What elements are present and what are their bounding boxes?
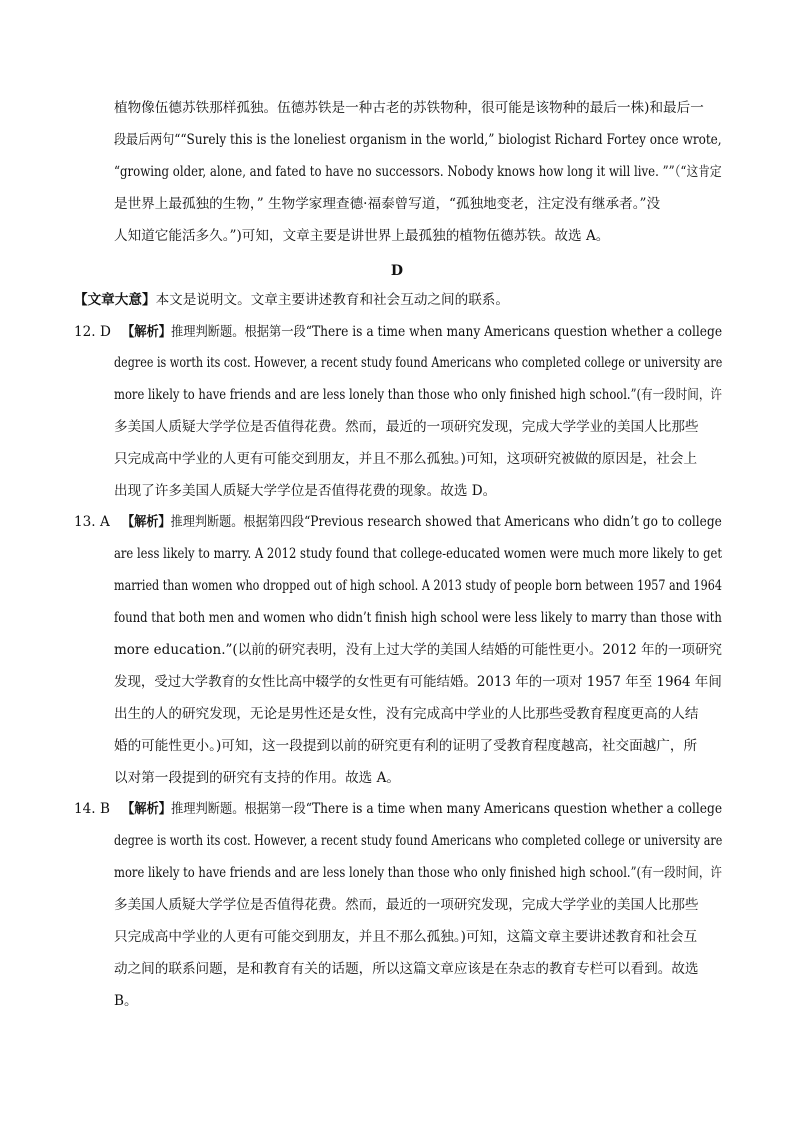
question-12-text-1: 推理判断题。根据第一段“There is a time when many Americans question whether a college xyxy=(170,324,723,340)
question-13-line-6: 发现，受过大学教育的女性比高中辍学的女性更有可能结婚。2013 年的一项对 1957 年至 1964 年间 xyxy=(114,674,722,690)
question-13-line-9: 以对第一段提到的研究有支持的作用。故选 A。 xyxy=(114,770,401,786)
question-13-number: 13. A xyxy=(74,514,110,530)
top-paragraph-line-3: “growing older, alone, and fated to have no successors. Nobody knows how long it will live. ””（“这肯定 xyxy=(114,164,722,180)
question-12-line-6: 出现了许多美国人质疑大学学位是否值得花费的现象。故选 D。 xyxy=(114,483,497,499)
question-13-line-8: 婚的可能性更小。)可知，这一段提到以前的研究更有利的证明了受教育程度越高，社交面越广，所 xyxy=(114,738,698,754)
summary-text: 本文是说明文。文章主要讲述教育和社会互动之间的联系。 xyxy=(155,292,509,308)
question-14-line-2: degree is worth its cost. However, a recent study found Americans who completed college or university are xyxy=(114,833,723,849)
question-14-number: 14. B xyxy=(74,801,110,817)
question-14-line-4: 多美国人质疑大学学位是否值得花费。然而，最近的一项研究发现，完成大学学业的美国人比那些 xyxy=(114,897,699,913)
summary-label: 【文章大意】 xyxy=(74,292,156,308)
question-14-label: 【解析】 xyxy=(122,801,171,817)
question-12-line-5: 只完成高中学业的人更有可能交到朋友，并且不那么孤独。)可知，这项研究被做的原因是，社会上 xyxy=(114,451,698,467)
question-14-line-1 xyxy=(122,799,722,819)
question-12-line-2: degree is worth its cost. However, a recent study found Americans who completed college or university are xyxy=(114,355,723,371)
question-14-line-7: B。 xyxy=(114,993,138,1009)
top-paragraph-line-5: 人知道它能活多久。”)可知，文章主要是讲世界上最孤独的植物伍德苏铁。故选 A。 xyxy=(114,228,610,244)
question-13-line-5: more education.”(以前的研究表明，没有上过大学的美国人结婚的可能性更小。2012 年的一项研究 xyxy=(114,642,723,658)
question-14-line-3: more likely to have friends and are less lonely than those who only finished high school.”(有一段时间，许 xyxy=(114,865,722,881)
top-paragraph-line-2: 段最后两句““Surely this is the loneliest organism in the world,” biologist Richard Fortey once wrote, xyxy=(114,132,722,148)
question-13-line-4: found that both men and women who didn’t finish high school were less likely to marry than those with xyxy=(114,610,722,626)
question-12-number: 12. D xyxy=(74,324,111,340)
question-12-label: 【解析】 xyxy=(122,324,171,340)
summary-line xyxy=(74,290,509,310)
question-13-line-3: married than women who dropped out of high school. A 2013 study of people born between 1957 and 1964 xyxy=(114,578,722,594)
question-12-line-3: more likely to have friends and are less lonely than those who only finished high school.”(有一段时间，许 xyxy=(114,387,722,403)
question-13-line-2: are less likely to marry. A 2012 study found that college-educated women were much more likely to get xyxy=(114,546,722,562)
top-paragraph-line-4: 是世界上最孤独的生物，” 生物学家理查德·福泰曾写道，“孤独地变老，注定没有继承者。”没 xyxy=(114,196,661,212)
question-14-line-5: 只完成高中学业的人更有可能交到朋友，并且不那么孤独。)可知，这篇文章主要讲述教育和社会互 xyxy=(114,929,698,945)
section-heading: D xyxy=(390,263,404,279)
question-12-line-4: 多美国人质疑大学学位是否值得花费。然而，最近的一项研究发现，完成大学学业的美国人比那些 xyxy=(114,419,699,435)
question-14-text-1: 推理判断题。根据第一段“There is a time when many Americans question whether a college xyxy=(170,801,723,817)
question-13-line-7: 出生的人的研究发现，无论是男性还是女性，没有完成高中学业的人比那些受教育程度更高的人结 xyxy=(114,706,699,722)
question-13-text-1: 推理判断题。根据第四段“Previous research showed that Americans who didn’t go to college xyxy=(170,514,722,530)
question-13-line-1 xyxy=(122,512,722,532)
question-12-line-1 xyxy=(122,322,722,342)
question-13-label: 【解析】 xyxy=(122,514,171,530)
top-paragraph-line-1: 植物像伍德苏铁那样孤独。伍德苏铁是一种古老的苏铁物种，很可能是该物种的最后一株)和最后一 xyxy=(114,100,704,116)
question-14-line-6: 动之间的联系问题，是和教育有关的话题，所以这篇文章应该是在杂志的教育专栏可以看到。故选 xyxy=(114,961,699,977)
